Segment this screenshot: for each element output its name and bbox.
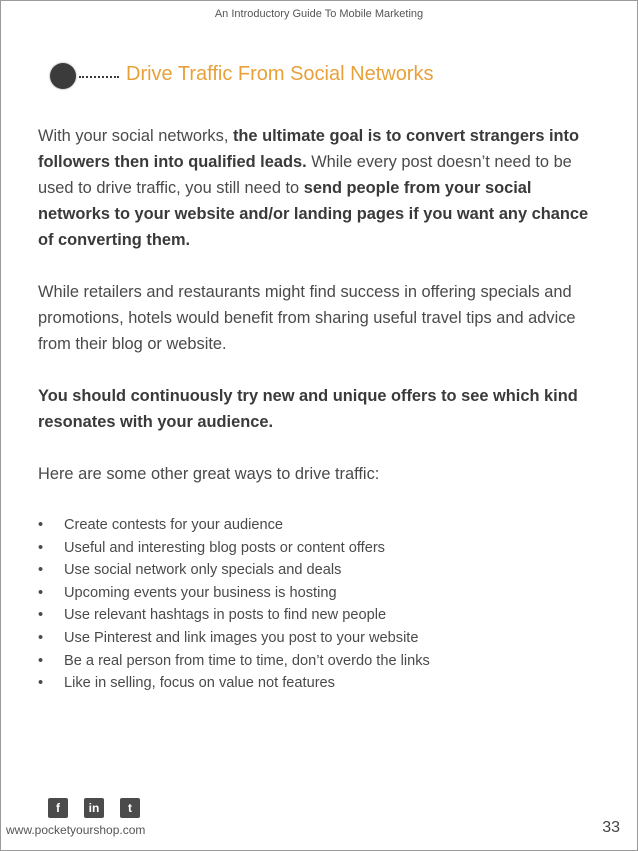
- list-item: [36, 582, 430, 605]
- bullet-icon: •: [38, 517, 44, 533]
- list-item-text: Like in selling, focus on value not features: [64, 675, 335, 692]
- running-header: An Introductory Guide To Mobile Marketing: [214, 8, 424, 20]
- traffic-ideas-list: [36, 514, 430, 695]
- list-item-text: Use Pinterest and link images you post to your website: [64, 629, 419, 646]
- bullet-dot-icon: [50, 63, 76, 89]
- bullet-icon: •: [38, 675, 44, 692]
- list-item: [36, 514, 430, 537]
- list-item: [36, 559, 430, 582]
- p3-bold: You should continuously try new and unique offers to see which kind resonates with your audience.: [38, 387, 578, 431]
- bullet-icon: •: [38, 629, 44, 646]
- p1-text-1: With your social networks,: [38, 127, 233, 145]
- paragraph-2: While retailers and restaurants might find success in offering specials and promotions, hotels would benefit from sharing useful travel tips and advice from their blog or website.: [38, 283, 576, 353]
- paragraph-4: Here are some other great ways to drive traffic:: [38, 465, 380, 483]
- list-item-text: Upcoming events your business is hosting: [64, 584, 337, 601]
- list-item-text: Be a real person from time to time, don’t overdo the links: [64, 652, 430, 669]
- dotted-leader: [79, 76, 119, 78]
- p1-text-2: While every post doesn’t need to be used to drive traffic, you still need to: [38, 153, 572, 197]
- footer-website-link[interactable]: www.pocketyourshop.com: [6, 823, 146, 837]
- twitter-icon[interactable]: t: [120, 798, 140, 818]
- bullet-icon: •: [38, 562, 44, 579]
- p1-bold-1: the ultimate goal is to convert strangers into followers then into qualified leads.: [38, 127, 580, 171]
- list-item: [36, 672, 430, 695]
- page-number: 33: [602, 819, 620, 836]
- list-item-text: Use social network only specials and deals: [64, 562, 342, 579]
- list-item: [36, 604, 430, 627]
- paragraph-3: [38, 383, 598, 435]
- bullet-icon: •: [38, 607, 44, 624]
- list-item: [36, 650, 430, 673]
- list-item-text: Useful and interesting blog posts or content offers: [64, 539, 385, 556]
- p1-bold-2: send people from your social networks to your website and/or landing pages if you want any chance of converting them.: [38, 179, 589, 249]
- bullet-icon: •: [38, 539, 44, 556]
- bullet-icon: •: [38, 584, 44, 601]
- linkedin-icon[interactable]: in: [84, 798, 104, 818]
- facebook-icon[interactable]: f: [48, 798, 68, 818]
- section-title: Drive Traffic From Social Networks: [126, 63, 434, 85]
- list-item-text: Create contests for your audience: [64, 517, 284, 533]
- list-item: [36, 627, 430, 650]
- list-item-text: Use relevant hashtags in posts to find new people: [64, 607, 387, 624]
- bullet-icon: •: [38, 652, 44, 669]
- list-item: [36, 537, 430, 560]
- paragraph-1: [38, 123, 598, 253]
